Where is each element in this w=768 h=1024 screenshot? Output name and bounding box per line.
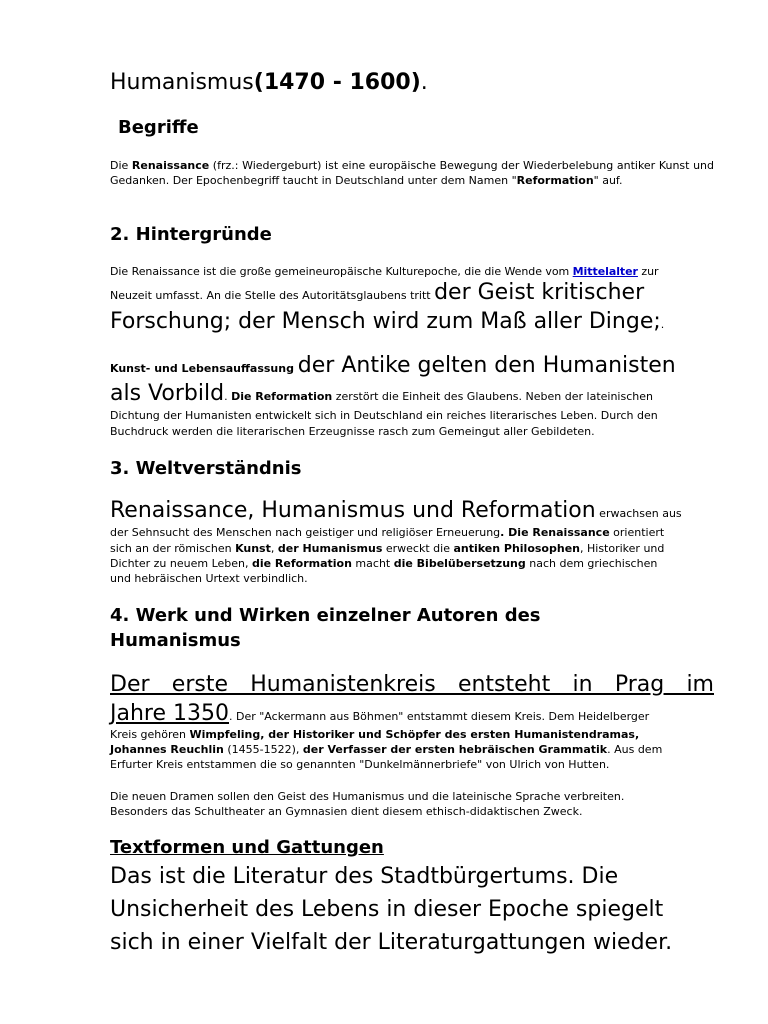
title-years: (1470 - 1600)	[253, 70, 421, 95]
title-dot: .	[420, 70, 428, 95]
weltverstaendnis-line-1: Renaissance, Humanismus und Reformation erwachsen aus	[110, 498, 682, 523]
title-text: Humanismus	[110, 70, 254, 95]
hintergruende-line-6: Dichtung der Humanisten entwickelt sich in Deutschland ein reiches literarisches Leben. Durch den	[110, 409, 658, 422]
hintergruende-line-2: Neuzeit umfasst. An die Stelle des Autoritätsglaubens tritt der Geist kritischer	[110, 280, 645, 305]
textformen-paragraph	[110, 860, 672, 959]
heading-werk-und-wirken	[110, 603, 541, 653]
heading-textformen: Textformen und Gattungen	[110, 837, 384, 858]
hintergruende-line-1: Die Renaissance ist die große gemeineuropäische Kulturepoche, die die Wende vom Mittelalter zur	[110, 265, 659, 278]
werk-p2-line-1: Die neuen Dramen sollen den Geist des Humanismus und die lateinische Sprache verbreiten.	[110, 790, 625, 803]
werk-p2-line-2: Besonders das Schultheater an Gymnasien dient diesem ethisch-didaktischen Zweck.	[110, 805, 583, 818]
textformen-line-1: Das ist die Literatur des Stadtbürgertums. Die	[110, 864, 619, 889]
werk-line-3: Kreis gehören Wimpfeling, der Historiker und Schöpfer des ersten Humanistendramas,	[110, 728, 640, 741]
paragraph-begriffe: Die Renaissance (frz.: Wiedergeburt) ist eine europäische Bewegung der Wiederbelebung antiker Kunst und Gedanken. Der Epochenbegriff taucht in Deutschland unter dem Namen "Reformation" auf.	[110, 159, 714, 187]
textformen-line-3: sich in einer Vielfalt der Literaturgattungen wieder.	[110, 930, 673, 955]
weltverstaendnis-line-2: der Sehnsucht des Menschen nach geistiger und religiöser Erneuerung. Die Renaissance orientiert	[110, 526, 665, 539]
heading-werk-line-2: Humanismus	[110, 630, 241, 651]
werk-line-2: Jahre 1350. Der "Ackermann aus Böhmen" entstammt diesem Kreis. Dem Heidelberger	[110, 701, 650, 726]
heading-werk-line-1: 4. Werk und Wirken einzelner Autoren des	[110, 605, 541, 626]
weltverstaendnis-line-3: sich an der römischen Kunst, der Humanismus erweckt die antiken Philosophen, Historiker und	[110, 542, 665, 555]
werk-line-5: Erfurter Kreis entstammen die so genannten "Dunkelmännerbriefe" von Ulrich von Hutten.	[110, 758, 610, 771]
mittelalter-link[interactable]: Mittelalter	[572, 265, 638, 278]
page-title	[110, 68, 428, 98]
hintergruende-line-4: Kunst- und Lebensauffassung der Antike gelten den Humanisten	[110, 353, 676, 378]
heading-begriffe: Begriffe	[118, 117, 199, 138]
werk-line-4: Johannes Reuchlin (1455-1522), der Verfasser der ersten hebräischen Grammatik. Aus dem	[110, 743, 663, 756]
hintergruende-line-3: Forschung; der Mensch wird zum Maß aller Dinge;.	[110, 309, 665, 334]
weltverstaendnis-line-5: und hebräischen Urtext verbindlich.	[110, 572, 308, 585]
heading-weltverstaendnis: 3. Weltverständnis	[110, 458, 302, 479]
hintergruende-line-5: als Vorbild. Die Reformation zerstört die Einheit des Glaubens. Neben der lateinischen	[110, 381, 653, 406]
heading-hintergruende: 2. Hintergründe	[110, 224, 272, 245]
werk-line-1: Der erste Humanistenkreis entsteht in Prag im	[110, 672, 714, 697]
weltverstaendnis-line-4: Dichter zu neuem Leben, die Reformation macht die Bibelübersetzung nach dem griechischen	[110, 557, 658, 570]
hintergruende-line-7: Buchdruck werden die literarischen Erzeugnisse rasch zum Gemeingut aller Gebildeten.	[110, 425, 595, 438]
textformen-line-2: Unsicherheit des Lebens in dieser Epoche spiegelt	[110, 897, 664, 922]
